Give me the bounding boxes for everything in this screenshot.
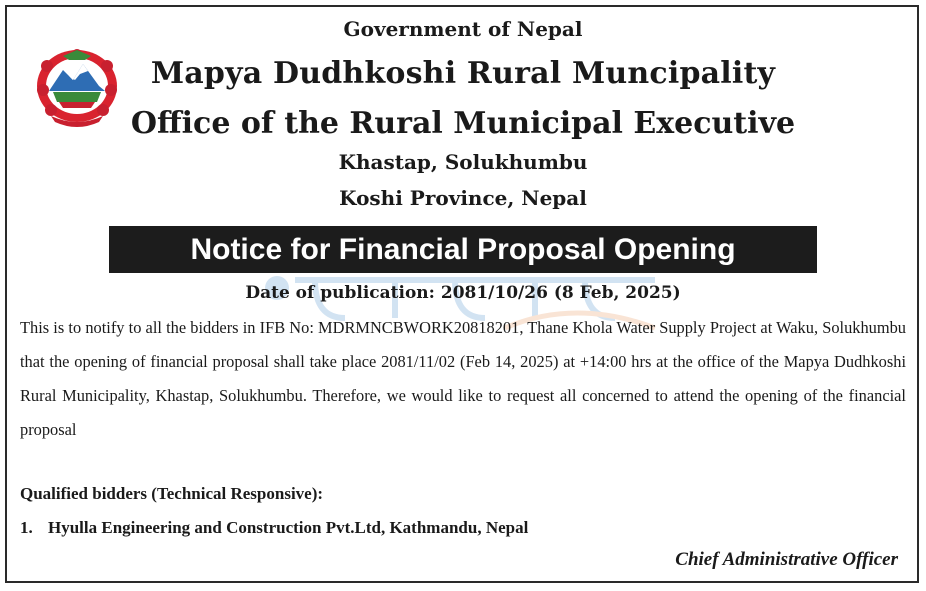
bidder-number: 1. bbox=[20, 518, 33, 537]
list-item bbox=[20, 518, 528, 538]
publication-date: Date of publication: 2081/10/26 (8 Feb, 2025) bbox=[245, 283, 681, 303]
qualified-bidders-heading: Qualified bidders (Technical Responsive): bbox=[20, 484, 324, 503]
signatory-title: Chief Administrative Officer bbox=[675, 549, 898, 570]
government-heading: Government of Nepal bbox=[343, 17, 583, 41]
address-line-2: Koshi Province, Nepal bbox=[339, 186, 587, 210]
office-heading: Office of the Rural Municipal Executive bbox=[130, 106, 796, 141]
notice-title: Notice for Financial Proposal Opening bbox=[109, 226, 817, 273]
notice-body: This is to notify to all the bidders in IFB No: MDRMNCBWORK20818201, Thane Khola Water Supply Project at Waku, Solukhumbu that the opening of financial proposal shall take place 2081/11/02 (Feb 14, 2025) at +14:00 hrs at the office of the Mapya Dudhkoshi Rural Municipality, Khastap, Solukhumbu. Therefore, we would like to request all concerned to attend the opening of the financial proposal bbox=[20, 318, 906, 439]
municipality-heading: Mapya Dudhkoshi Rural Muncipality bbox=[150, 56, 776, 91]
address-line-1: Khastap, Solukhumbu bbox=[338, 150, 588, 174]
bidder-name: Hyulla Engineering and Construction Pvt.Ltd, Kathmandu, Nepal bbox=[48, 518, 529, 537]
